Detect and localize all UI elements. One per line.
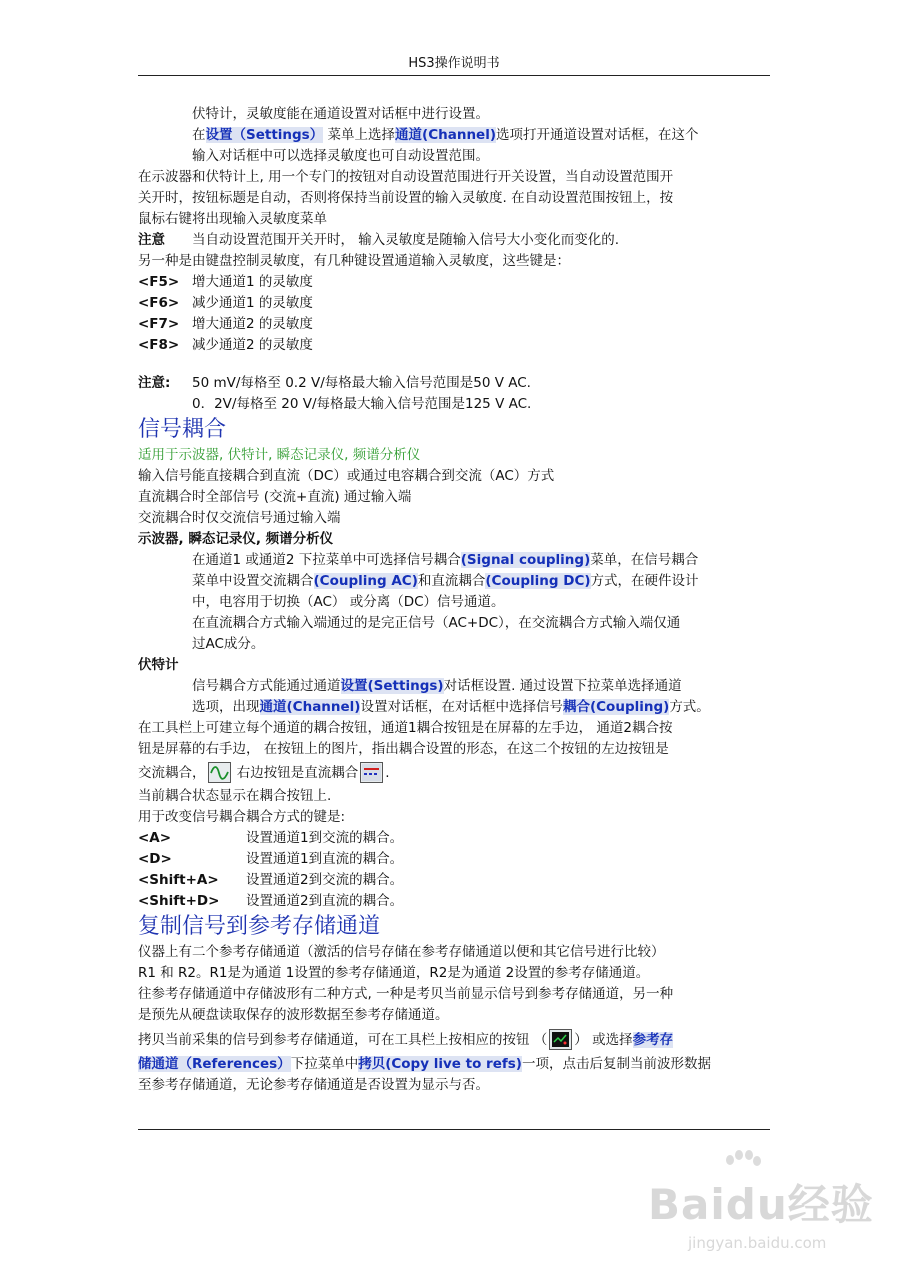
text-run: 交流耦合， [138,765,206,781]
footer-divider [138,1129,770,1130]
key-row [138,335,770,356]
text-run: 菜单中设置交流耦合 [192,573,314,589]
key-description: 增大通道2 的灵敏度 [192,316,313,332]
key-description: 设置通道2到交流的耦合。 [246,872,404,888]
paragraph-line [138,1054,770,1075]
spacer [138,356,770,373]
key-row [138,828,770,849]
paragraph-line [138,760,770,786]
paragraph-line: 在示波器和伏特计上, 用一个专门的按钮对自动设置范围进行开关设置，当自动设置范围开 [138,169,674,185]
document-body [138,104,770,1096]
paragraph-line: 往参考存储通道中存储波形有二种方式, 一种是考贝当前显示信号到参考存储通道，另一种 [138,986,674,1002]
text-run: 方式，在硬件设计 [590,573,699,589]
note-text: 50 mV/每格至 0.2 V/每格最大输入信号范围是50 V AC. [192,375,531,391]
text-run: 菜单上选择 [323,127,396,143]
text-run: 选项，出现 [192,699,260,715]
key-label: <F7> [138,316,180,332]
note-text: 当自动设置范围开关开时， 输入灵敏度是随输入信号大小变化而变化的. [192,232,620,248]
signal-coupling-menu-ref: (Signal coupling) [460,552,591,568]
note-label: 注意 [138,232,165,248]
channel-option-ref: 通道(Channel) [395,127,497,143]
paragraph-line [138,125,770,146]
copy-live-to-refs-ref: 拷贝(Copy live to refs) [358,1056,522,1072]
paragraph-line [138,1026,770,1054]
paragraph-line [138,550,770,571]
text-run: 拷贝当前采集的信号到参考存储通道，可在工具栏上按相应的按钮 （ [138,1032,548,1048]
dc-coupling-icon [360,762,383,783]
watermark-brand: Baidu经验 [648,1180,874,1229]
subsection-title-scope: 示波器, 瞬态记录仪, 频谱分析仪 [138,531,334,547]
text-run: 和直流耦合 [417,573,486,589]
section-heading-signal-coupling: 信号耦合 [138,417,227,442]
subsection-title-voltmeter: 伏特计 [138,657,179,673]
note-label: 注意: [138,375,171,391]
page-header-title: HS3操作说明书 [408,56,500,71]
paragraph-line: 交流耦合时仅交流信号通过输入端 [138,510,341,526]
text-run: 方式。 [669,699,710,715]
note-line [138,373,770,394]
key-row [138,314,770,335]
key-description: 减少通道1 的灵敏度 [192,295,313,311]
text-run: 一项，点击后复制当前波形数据 [521,1056,711,1072]
key-description: 设置通道2到直流的耦合。 [246,893,404,909]
text-run: ） 或选择 [574,1032,633,1048]
key-description: 设置通道1到直流的耦合。 [246,851,404,867]
paragraph-line: 当前耦合状态显示在耦合按钮上. [138,788,332,804]
note-line [138,230,770,251]
key-description: 设置通道1到交流的耦合。 [246,830,404,846]
key-row [138,891,770,912]
coupling-ac-ref: (Coupling AC) [313,573,418,589]
key-label: <A> [138,830,172,846]
coupling-dc-ref: (Coupling DC) [485,573,591,589]
paragraph-line: 另一种是由键盘控制灵敏度，有几种键设置通道输入灵敏度，这些键是： [138,253,570,269]
references-menu-ref: 储通道（References） [138,1056,291,1072]
key-label: <F6> [138,295,180,311]
copy-to-reference-icon [549,1029,572,1050]
key-label: <D> [138,851,172,867]
applies-to-subtitle: 适用于示波器, 伏特计, 瞬态记录仪, 频谱分析仪 [138,447,421,463]
paragraph-line [138,676,770,697]
paragraph-line: R1 和 R2。R1是为通道 1设置的参考存储通道，R2是为通道 2设置的参考存储通道。 [138,965,650,981]
key-description: 减少通道2 的灵敏度 [192,337,313,353]
key-row [138,293,770,314]
coupling-option-ref: 耦合(Coupling) [562,699,670,715]
paragraph-line: 钮是屏幕的右手边， 在按钮上的图片，指出耦合设置的形态，在这二个按钮的左边按钮是 [138,741,669,757]
text-run: 设置对话框，在对话框中选择信号 [360,699,563,715]
text-run: 下拉菜单中 [290,1056,359,1072]
paragraph-line: 鼠标右键将出现输入灵敏度菜单 [138,211,327,227]
note-text: 0．2V/每格至 20 V/每格最大输入信号范围是125 V AC. [192,396,532,412]
ac-coupling-icon [208,762,231,783]
paragraph-line: 直流耦合时全部信号 (交流+直流) 通过输入端 [138,489,412,505]
text-run: 在通道1 或通道2 下拉菜单中可选择信号耦合 [192,552,461,568]
paragraph-line [138,571,770,592]
text-run: 菜单，在信号耦合 [590,552,699,568]
text-run: 对话框设置. 通过设置下拉菜单选择通道 [443,678,682,694]
paragraph-line: 输入对话框中可以选择灵敏度也可自动设置范围。 [192,148,489,164]
key-description: 增大通道1 的灵敏度 [192,274,313,290]
text-run: 信号耦合方式能通过通道 [192,678,341,694]
channel-dialog-ref: 通道(Channel) [259,699,361,715]
settings-dialog-ref: 设置(Settings) [340,678,444,694]
header-divider [138,75,770,76]
text-run: 在 [192,127,206,143]
paragraph-line: 是预先从硬盘读取保存的波形数据至参考存储通道。 [138,1007,449,1023]
watermark-url: jingyan.baidu.com [688,1234,827,1252]
key-label: <Shift+A> [138,872,219,888]
paragraph-line: 用于改变信号耦合耦合方式的键是: [138,809,346,825]
key-row [138,849,770,870]
settings-menu-ref: 设置（Settings） [205,127,324,143]
paragraph-line: 关开时，按钮标题是自动，否则将保持当前设置的输入灵敏度. 在自动设置范围按钮上，按 [138,190,674,206]
text-run: 选项打开通道设置对话框，在这个 [496,127,699,143]
paragraph-line: 过AC成分。 [192,636,265,652]
key-row [138,272,770,293]
paragraph-line [138,697,770,718]
paragraph-line: 中，电容用于切换（AC） 或分离（DC）信号通道。 [192,594,505,610]
text-run: . [385,765,390,781]
section-heading-copy-to-reference: 复制信号到参考存储通道 [138,914,381,939]
paragraph-line: 至参考存储通道，无论参考存储通道是否设置为显示与否。 [138,1077,489,1093]
key-label: <Shift+D> [138,893,220,909]
key-label: <F5> [138,274,180,290]
text-run: 右边按钮是直流耦合 [232,765,359,781]
paragraph-line: 仪器上有二个参考存储通道（激活的信号存储在参考存储通道以便和其它信号进行比较） [138,944,665,960]
key-label: <F8> [138,337,180,353]
references-menu-ref: 参考存 [632,1032,674,1048]
paragraph-line: 伏特计，灵敏度能在通道设置对话框中进行设置。 [192,106,489,122]
paragraph-line: 输入信号能直接耦合到直流（DC）或通过电容耦合到交流（AC）方式 [138,468,555,484]
paragraph-line: 在工具栏上可建立每个通道的耦合按钮，通道1耦合按钮是在屏幕的左手边， 通道2耦合按 [138,720,673,736]
paragraph-line: 在直流耦合方式输入端通过的是完正信号（AC+DC），在交流耦合方式输入端仅通 [192,615,681,631]
key-row [138,870,770,891]
baidu-watermark [648,1150,878,1260]
